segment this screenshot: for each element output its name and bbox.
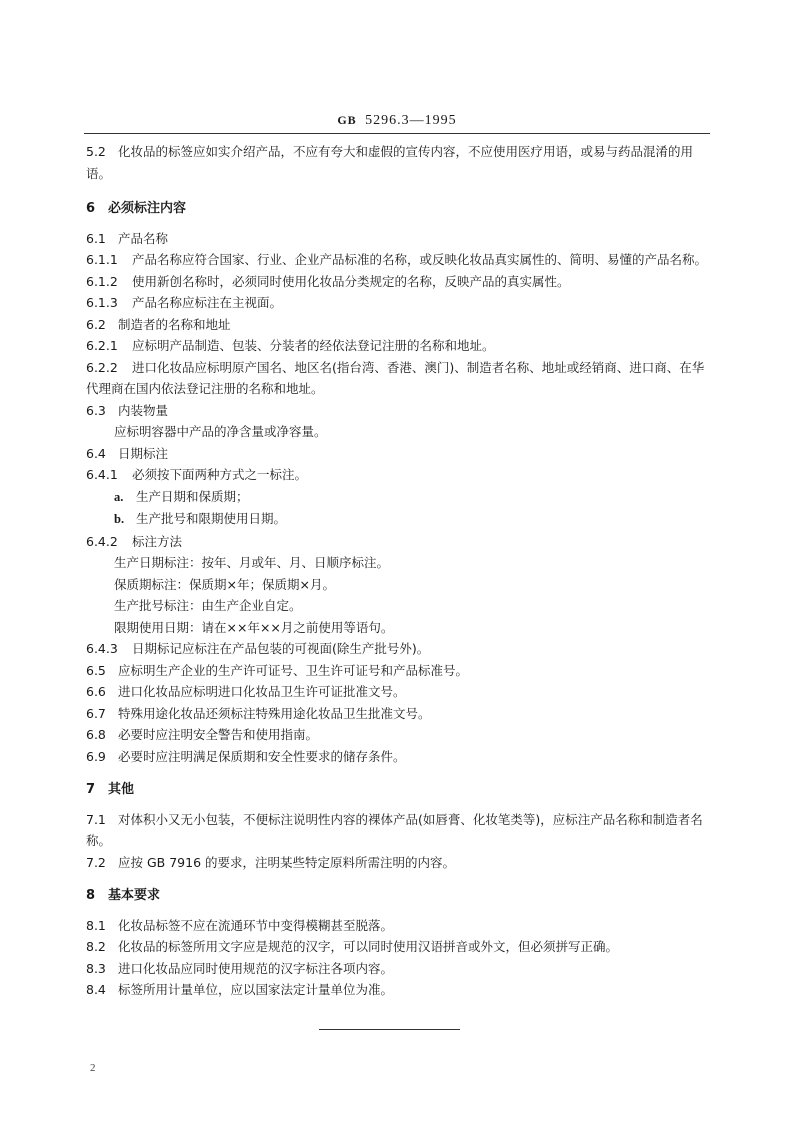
section-7-heading [86, 779, 710, 801]
clause-6-1-3 [86, 292, 710, 314]
clause-8-4 [86, 979, 710, 1001]
clause-6-4-3 [86, 638, 710, 660]
section-title: 基本要求 [108, 888, 161, 903]
clause-text: 日期标记应标注在产品包装的可视面(除生产批号外)。 [132, 641, 430, 656]
method-line: 生产批号标注：由生产企业自定。 [114, 598, 302, 613]
header-divider [84, 133, 710, 134]
clause-text: 进口化妆品应标明原产国名、地区名(指台湾、香港、澳门)、制造者名称、地址或经销商、进口商、在华代理商在国内依法登记注册的名称和地址。 [86, 359, 705, 396]
clause-number: 6.4.2 [86, 533, 118, 549]
section-8-heading [86, 885, 710, 907]
clause-text: 使用新创名称时，必须同时使用化妆品分类规定的名称，反映产品的真实属性。 [132, 273, 570, 289]
clause-text: 标签所用计量单位，应以国家法定计量单位为准。 [118, 982, 394, 997]
clause-text: 标注方法 [132, 533, 183, 549]
clause-6-1-1 [86, 249, 710, 271]
clause-text: 日期标注 [118, 445, 169, 461]
clause-6-2-1 [86, 335, 710, 357]
clause-text: 进口化妆品应同时使用规范的汉字标注各项内容。 [118, 960, 394, 976]
clause-number: 6.1.2 [86, 273, 118, 289]
clause-number: 6.1.1 [86, 252, 118, 267]
clause-6-1 [86, 228, 710, 250]
clause-text: 应按 GB 7916 的要求，注明某些特定原料所需注明的内容。 [118, 854, 455, 870]
clause-6-3 [86, 400, 710, 422]
clause-text: 化妆品标签不应在流通环节中变得模糊甚至脱落。 [118, 917, 394, 933]
clause-text: 必须按下面两种方式之一标注。 [132, 467, 308, 482]
clause-number: 6.4.3 [86, 641, 118, 656]
section-number: 8 [86, 888, 96, 903]
standard-prefix: GB [337, 113, 357, 127]
clause-text: 对体积小又无小包装，不便标注说明性内容的裸体产品(如唇膏、化妆笔类等)，应标注产品名称和制造者名称。 [86, 811, 703, 848]
clause-number: 8.4 [86, 982, 106, 997]
clause-text: 制造者的名称和地址 [118, 316, 231, 332]
clause-text: 内装物量 [118, 402, 169, 418]
clause-number: 8.3 [86, 960, 106, 976]
clause-6-4-2 [86, 531, 710, 553]
section-title: 其他 [108, 782, 135, 797]
clause-number: 7.2 [86, 854, 106, 870]
section-6-heading [86, 198, 710, 220]
clause-number: 5.2 [86, 144, 106, 159]
clause-text: 应标明生产企业的生产许可证号、卫生许可证号和产品标准号。 [118, 662, 469, 678]
clause-text: 化妆品的标签应如实介绍产品，不应有夸大和虚假的宣传内容，不应使用医疗用语，或易与药品混淆的用语。 [86, 144, 694, 181]
clause-text: 产品名称应标注在主视面。 [132, 295, 283, 310]
clause-6-7 [86, 703, 710, 725]
clause-text: 应标明产品制造、包装、分装者的经依法登记注册的名称和地址。 [132, 338, 495, 353]
clause-8-3 [86, 958, 710, 980]
clause-number: 6.3 [86, 402, 106, 418]
clause-8-1 [86, 915, 710, 937]
clause-7-2 [86, 852, 710, 874]
clause-text: 产品名称 [118, 230, 169, 246]
section-number: 6 [86, 201, 96, 216]
clause-6-2-2 [86, 357, 710, 400]
method-line: 保质期标注：保质期×年；保质期×月。 [114, 576, 335, 592]
clause-number: 6.1.3 [86, 295, 118, 310]
clause-6-6 [86, 681, 710, 703]
document-header [0, 113, 794, 129]
clause-6-4-1 [86, 464, 710, 486]
clause-number: 6.9 [86, 748, 106, 764]
clause-number: 8.1 [86, 917, 106, 933]
clause-text: 产品名称应符合国家、行业、企业产品标准的名称，或反映化妆品真实属性的、简明、易懂的产品名称。 [132, 252, 708, 267]
clause-6-5 [86, 660, 710, 682]
section-title: 必须标注内容 [108, 201, 187, 216]
clause-6-4 [86, 443, 710, 465]
clause-number: 6.4 [86, 445, 106, 461]
clause-number: 6.4.1 [86, 467, 118, 482]
clause-text: 化妆品的标签所用文字应是规范的汉字，可以同时使用汉语拼音或外文，但必须拼写正确。 [118, 939, 619, 954]
list-letter: b. [114, 512, 125, 526]
section-number: 7 [86, 782, 96, 797]
standard-number: 5296.3—1995 [365, 113, 457, 128]
clause-number: 6.7 [86, 705, 106, 721]
page-number: 2 [90, 1062, 96, 1074]
clause-number: 6.6 [86, 684, 106, 699]
method-line: 限期使用日期：请在××年××月之前使用等语句。 [114, 619, 394, 635]
method-line: 生产日期标注：按年、月或年、月、日顺序标注。 [114, 555, 390, 570]
list-item-b [86, 508, 710, 531]
list-text: 生产批号和限期使用日期。 [136, 511, 287, 526]
clause-6-8 [86, 724, 710, 746]
clause-6-2 [86, 314, 710, 336]
list-text: 生产日期和保质期； [136, 488, 249, 504]
clause-number: 6.2.1 [86, 338, 118, 353]
clause-number: 7.1 [86, 811, 106, 827]
clause-6-1-2 [86, 271, 710, 293]
list-letter: a. [114, 489, 124, 504]
clause-number: 8.2 [86, 939, 106, 954]
end-divider [319, 1029, 460, 1030]
clause-text: 必要时应注明安全警告和使用指南。 [118, 727, 319, 742]
clause-number: 6.2.2 [86, 359, 118, 375]
clause-text: 进口化妆品应标明进口化妆品卫生许可证批准文号。 [118, 684, 406, 699]
clause-number: 6.1 [86, 230, 106, 246]
list-item-a [86, 486, 710, 509]
clause-7-1 [86, 809, 710, 852]
clause-number: 6.5 [86, 662, 106, 678]
clause-8-2 [86, 936, 710, 958]
clause-text: 特殊用途化妆品还须标注特殊用途化妆品卫生批准文号。 [118, 705, 431, 721]
clause-text: 必要时应注明满足保质期和安全性要求的储存条件。 [118, 748, 406, 764]
clause-6-9 [86, 746, 710, 768]
document-body [86, 141, 710, 1001]
clause-5-2 [86, 141, 710, 184]
clause-6-3-body: 应标明容器中产品的净含量或净容量。 [114, 424, 327, 439]
clause-number: 6.2 [86, 316, 106, 332]
clause-number: 6.8 [86, 727, 106, 742]
